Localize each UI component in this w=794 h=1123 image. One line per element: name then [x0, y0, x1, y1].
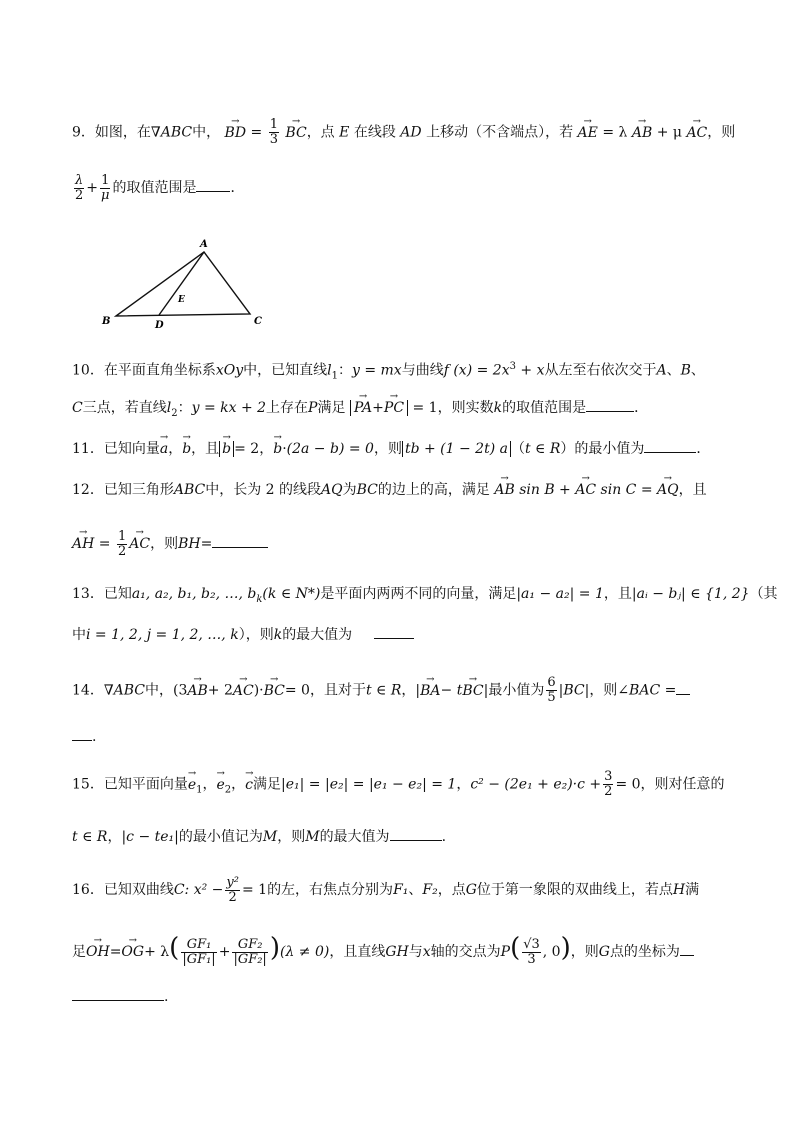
line-l1: l	[327, 362, 332, 379]
answer-blank-cont	[72, 986, 164, 1001]
text: + λ	[144, 944, 170, 960]
text: 、	[666, 362, 681, 379]
text: 中，	[144, 682, 173, 699]
text: 11．已知向量	[72, 441, 160, 457]
text: ，则对任意的	[640, 776, 725, 793]
text: ，	[107, 829, 122, 845]
text: ，且	[678, 482, 707, 498]
vector-b: → b	[222, 439, 231, 459]
problem-12-line-1	[72, 480, 722, 500]
text: 12．已知三角形	[72, 482, 174, 498]
point-g: G	[598, 944, 610, 960]
text: )	[269, 933, 280, 963]
problem-15-line-1	[72, 769, 725, 804]
text: 从左至右依次交于	[544, 362, 657, 379]
point-e: E	[339, 124, 350, 141]
vector-e2: → e	[217, 771, 225, 799]
text: ，则实数	[437, 400, 494, 416]
equals-lambda: = λ	[602, 124, 628, 141]
domain-t: t ∈ R	[72, 829, 108, 845]
triangle-abc	[116, 252, 250, 316]
text: 足	[72, 944, 86, 960]
fraction-y2-over-2	[225, 876, 240, 905]
numerator: y²	[226, 874, 239, 890]
text: ，	[401, 682, 416, 699]
text: (k ∈ N*)	[262, 586, 321, 602]
text: 的取值范围是	[112, 180, 197, 196]
subscript: 1	[196, 784, 203, 796]
text: 在线段	[353, 124, 396, 141]
answer-blank-cont	[72, 726, 92, 741]
text: 14．	[72, 682, 104, 699]
problem-16-line-1	[72, 874, 722, 906]
problem-16-line-2	[72, 928, 722, 972]
text: 的左，右焦点分别为	[267, 882, 394, 898]
text: = 0	[615, 776, 641, 793]
text: ，	[259, 441, 274, 457]
vector-c: → c	[245, 771, 253, 799]
text: : x² −	[184, 882, 224, 898]
text: 上存在	[266, 400, 309, 416]
text: ，且	[191, 441, 220, 457]
triangle-symbol: ∇	[103, 682, 114, 699]
denominator: 2	[604, 784, 613, 799]
variable-k: k	[493, 400, 503, 416]
text: ，	[231, 776, 246, 793]
fraction-lambda-over-2	[74, 174, 84, 203]
text: 15．已知平面向量	[72, 776, 188, 793]
problem-10-line-1	[72, 357, 722, 386]
text: = 1	[412, 400, 438, 416]
triangle-symbol: ∇	[150, 124, 161, 141]
text: 的最大值为	[282, 627, 353, 643]
vector-ab: → AB	[494, 480, 514, 500]
side-bc: BC	[356, 482, 378, 498]
focus-f1: F₁	[393, 882, 409, 898]
vector-sequence: a₁, a₂, b₁, b₂, …, b	[131, 586, 257, 602]
problem-11: 11．已知向量→ a，→ b，且→ b = 2，→ b·(2a − b) = 0，则 tb + (1 − 2t) a （t ∈ R）的最小值为 ．	[72, 438, 722, 459]
vector-ac: → AC	[233, 677, 254, 705]
problem-9-line-1	[72, 117, 736, 147]
segment-ad: AD	[400, 124, 422, 141]
text: 13．已知	[72, 586, 132, 602]
text: ，点	[306, 124, 335, 141]
equals: =	[250, 124, 263, 141]
problem-9-line-2	[72, 172, 722, 204]
text: 如图，在	[94, 124, 151, 141]
text: ，	[456, 776, 471, 793]
text: 是平面内两两不同的向量，满足	[320, 586, 517, 602]
vector-ae: → AE	[578, 123, 598, 143]
focus-f2: F₂	[422, 882, 438, 898]
text: sin B +	[519, 482, 571, 498]
numerator: 6	[547, 675, 556, 690]
numerator: √3	[523, 936, 540, 952]
segment-bh: BH	[178, 536, 201, 552]
vector-a: → a	[160, 439, 168, 459]
vector-bc: → BC	[285, 123, 306, 143]
problem-14-line-2	[72, 726, 722, 747]
denominator: |GF₂|	[233, 951, 267, 967]
coordinate-system: xOy	[215, 362, 244, 379]
abs-expression: |c − te₁|	[121, 829, 179, 845]
problem-16-line-3	[72, 986, 722, 1007]
abs-expression: tb + (1 − 2t) a	[402, 441, 511, 457]
text: 满足	[253, 776, 282, 793]
label-e: E	[178, 295, 185, 305]
vector-ac: → AC	[686, 123, 707, 143]
text: 10．在平面直角坐标系	[72, 362, 216, 379]
fraction-three-halves	[603, 770, 613, 799]
point-b: B	[680, 362, 691, 379]
problem-15-line-2	[72, 826, 722, 847]
text: +	[218, 944, 231, 960]
denominator: μ	[101, 187, 110, 203]
triangle-figure	[96, 236, 276, 332]
vector-ab: → AB	[632, 123, 652, 143]
answer-blank	[390, 826, 442, 841]
vector-ab: → AB	[187, 677, 207, 705]
fraction-sqrt3-over-3	[522, 938, 541, 967]
problem-10-line-2	[72, 397, 722, 424]
numerator: 1	[269, 117, 278, 132]
vector-bc: → BC	[264, 677, 285, 705]
segment-ad-line	[159, 252, 204, 315]
text: +	[372, 400, 384, 416]
vector-ac: → AC	[575, 480, 596, 500]
text: ，且	[603, 586, 632, 602]
text: + 2	[207, 682, 233, 699]
text: (	[169, 933, 180, 963]
text: |BC|	[558, 682, 590, 699]
text: , 0	[542, 944, 561, 960]
text: = 2	[234, 441, 260, 457]
fraction-six-fifths	[546, 676, 556, 705]
text: (3	[172, 682, 188, 699]
text: ．	[230, 180, 245, 196]
numerator: GF₁	[181, 938, 216, 953]
vector-ac: → AC	[129, 528, 150, 560]
text: sin C =	[600, 482, 653, 498]
text: 三点，若直线	[82, 400, 167, 416]
point-a: A	[656, 362, 667, 379]
vector-e1: → e	[188, 771, 196, 799]
abs-sum	[350, 400, 408, 416]
denominator: 3	[269, 132, 278, 147]
text: ，则	[570, 944, 599, 960]
text: ，且直线	[329, 944, 386, 960]
point-c: C	[72, 400, 83, 416]
text: ，且对于	[309, 682, 366, 699]
equation-l1: y = mx	[351, 362, 402, 379]
numerator: GF₂	[232, 938, 267, 953]
subscript: 1	[331, 370, 338, 382]
problem-number: 9．	[72, 124, 95, 141]
text: ，点	[437, 882, 466, 898]
text: |	[483, 682, 489, 699]
text: 中	[72, 627, 86, 643]
numerator: 3	[604, 769, 613, 784]
denominator: 5	[547, 690, 556, 705]
problem-14-line-1	[72, 676, 722, 705]
text: ，则	[707, 124, 736, 141]
text: )	[560, 933, 571, 963]
point-p: P	[308, 400, 318, 416]
vector-pc: → PC	[384, 398, 404, 418]
text: − t	[440, 682, 463, 699]
text: =	[109, 944, 122, 960]
label-c: C	[254, 316, 262, 327]
domain-t: t ∈ R	[524, 441, 561, 457]
vector-b: → b	[273, 439, 282, 459]
numerator: 1	[101, 172, 110, 188]
answer-blank	[644, 438, 696, 453]
line-gh: GH	[385, 944, 409, 960]
triangle-name: ABC	[173, 482, 206, 498]
text: ，则	[589, 682, 618, 699]
text: )·	[253, 682, 264, 699]
abs-b	[219, 441, 234, 457]
text: ）的最小值为	[560, 441, 645, 457]
text: ，	[202, 776, 217, 793]
fraction-gf2	[232, 938, 267, 967]
vector-aq: → AQ	[657, 480, 679, 500]
denominator: |GF₁|	[182, 951, 216, 967]
axis-x: x	[422, 944, 431, 960]
text: ：	[337, 362, 352, 379]
text: 满足	[317, 400, 346, 416]
denominator: 2	[117, 543, 127, 559]
answer-blank	[586, 397, 634, 412]
subscript: k	[256, 593, 263, 605]
answer-blank	[676, 680, 690, 695]
answer-blank	[680, 941, 694, 956]
variable-k: k	[273, 627, 283, 643]
text: = 1	[241, 882, 268, 898]
dot-expression: (2a − b) = 0	[286, 441, 374, 457]
fraction-gf1	[181, 938, 216, 967]
text: ，则	[277, 829, 306, 845]
text: 、	[690, 362, 705, 379]
text: 轴的交点为	[430, 944, 501, 960]
problem-13-line-2	[72, 624, 722, 645]
vector-oh: → OH	[86, 932, 110, 972]
text: + x	[515, 362, 545, 379]
text: 为	[342, 482, 357, 498]
text: (λ ≠ 0)	[279, 944, 330, 960]
text: 中，长为 2 的线段	[205, 482, 322, 498]
function-f: f (x) = 2x	[443, 362, 510, 379]
text: 点的坐标为	[609, 944, 680, 960]
text: 的边上的高，满足	[377, 482, 490, 498]
condition-2: |aᵢ − bⱼ| ∈ {1, 2}	[631, 586, 750, 602]
vector-pa: → PA	[354, 398, 372, 418]
plus-mu: + μ	[656, 124, 682, 141]
text: ．	[634, 400, 649, 416]
text: 与曲线	[401, 362, 444, 379]
condition-norms: |e₁| = |e₂| = |e₁ − e₂| = 1	[281, 776, 457, 793]
fraction-one-third	[269, 118, 279, 147]
text: 16．已知双曲线	[72, 882, 174, 898]
plus: +	[86, 180, 99, 196]
text: ：	[177, 400, 192, 416]
problem-13-line-1	[72, 584, 778, 610]
text: ，	[168, 441, 183, 457]
text: 、	[408, 882, 423, 898]
text: (	[510, 933, 521, 963]
fraction-one-half	[117, 530, 127, 559]
text: .	[92, 729, 97, 745]
text: 中，已知直线	[243, 362, 328, 379]
numerator: λ	[75, 172, 84, 188]
label-a: A	[200, 239, 208, 250]
text: 上移动（不含端点），若	[426, 124, 574, 141]
label-b: B	[102, 316, 111, 327]
text: =	[98, 536, 111, 552]
denominator: 2	[228, 889, 237, 905]
text: （其	[749, 586, 778, 602]
domain-t: t ∈ R	[365, 682, 402, 699]
fraction-one-over-mu	[100, 174, 110, 203]
numerator: 1	[117, 528, 127, 544]
vector-b: → b	[182, 439, 191, 459]
variable-m: M	[262, 829, 278, 845]
answer-blank	[196, 177, 230, 192]
subscript: 2	[224, 784, 232, 796]
point-p: P	[500, 944, 511, 960]
denominator: 2	[75, 187, 84, 203]
text: 位于第一象限的双曲线上，若点	[476, 882, 673, 898]
equation-c: c² − (2e₁ + e₂)·c +	[470, 776, 602, 793]
denominator: 3	[527, 951, 536, 967]
vector-bd: → BD	[225, 123, 247, 143]
subscript: 2	[171, 407, 178, 419]
curve-c: C	[173, 882, 185, 898]
text: |	[415, 682, 421, 699]
superscript: 3	[509, 361, 516, 372]
segment-aq: AQ	[321, 482, 343, 498]
answer-blank	[212, 533, 268, 548]
vector-bc: → BC	[462, 677, 483, 705]
vector-og: → OG	[121, 932, 144, 972]
text: .	[164, 989, 169, 1005]
text: 中，	[192, 124, 221, 141]
text: .	[441, 829, 447, 845]
equation-l2: y = kx + 2	[191, 400, 267, 416]
text: 的取值范围是	[502, 400, 587, 416]
variable-m: M	[305, 829, 320, 845]
text: = 0	[284, 682, 310, 699]
text: 的最大值为	[319, 829, 390, 845]
line-l2: l	[166, 400, 172, 416]
label-d: D	[155, 320, 164, 331]
vector-ba: → BA	[420, 677, 440, 705]
triangle-name: ABC	[160, 124, 193, 141]
text: （	[510, 441, 525, 457]
answer-blank	[374, 624, 414, 639]
index-range: i = 1, 2, j = 1, 2, …, k	[86, 627, 239, 643]
point-g: G	[465, 882, 477, 898]
text: 的最小值记为	[178, 829, 263, 845]
text: 最小值为	[488, 682, 545, 699]
text: 与	[408, 944, 423, 960]
text: ），则	[238, 627, 274, 643]
angle-bac: ∠BAC =	[617, 682, 677, 699]
text: 满	[685, 882, 700, 898]
text: ．	[696, 441, 711, 457]
text: ，则	[373, 441, 402, 457]
text: =	[200, 536, 213, 552]
condition-1: |a₁ − a₂| = 1	[516, 586, 604, 602]
text: ，则	[150, 536, 179, 552]
problem-12-line-2	[72, 528, 722, 560]
triangle-name: ABC	[113, 682, 145, 699]
vector-ah: → AH	[72, 528, 94, 560]
point-h: H	[672, 882, 686, 898]
